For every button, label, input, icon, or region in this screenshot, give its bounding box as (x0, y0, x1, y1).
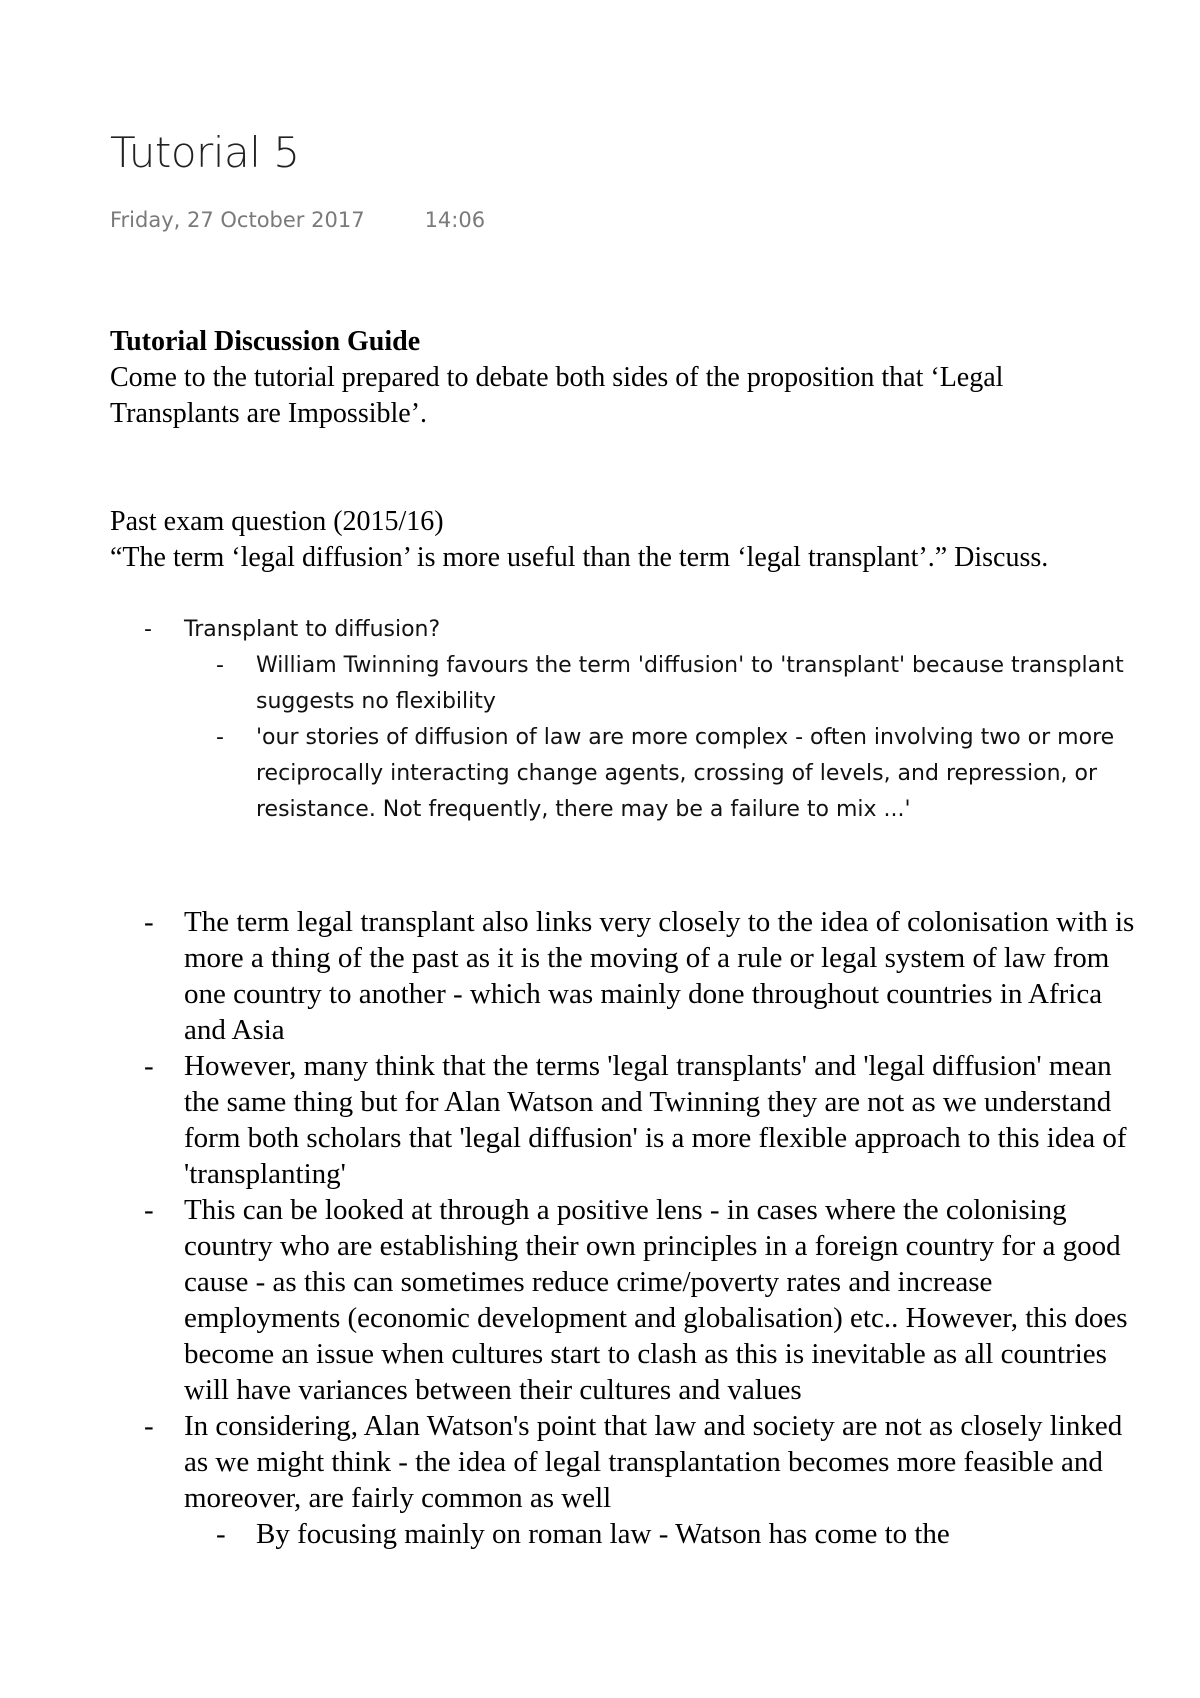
exam-question-label: Past exam question (2015/16) (110, 506, 444, 537)
bullet-dash: - (144, 617, 152, 642)
note-timestamp (110, 208, 485, 232)
list-item (144, 720, 1124, 828)
note-time: 14:06 (424, 208, 486, 232)
list-item (144, 1516, 1144, 1552)
bullet-dash: - (216, 653, 224, 678)
list-item-text: 'our stories of diffusion of law are more complex - often involving two or more reciprocally interacting change agents, crossing of levels, and repression, or resistance. Not frequently, there may be a failure to mix ...' (256, 725, 1115, 822)
list-item (144, 904, 1144, 1048)
discussion-guide (110, 324, 1120, 432)
page-title: Tutorial 5 (110, 128, 300, 177)
guide-text: Come to the tutorial prepared to debate both sides of the proposition that ‘Legal Transplants are Impossible’. (110, 362, 1004, 429)
list-item (144, 1408, 1144, 1516)
bullet-dash: - (216, 1518, 226, 1550)
list-item-text: However, many think that the terms 'legal transplants' and 'legal diffusion' mean the same thing but for Alan Watson and Twinning they are not as we understand form both scholars that 'legal diffusion' is a more flexible approach to this idea of 'transplanting' (184, 1050, 1127, 1190)
list-item-text: William Twinning favours the term 'diffusion' to 'transplant' because transplant suggests no flexibility (256, 653, 1124, 714)
transplant-bullet-list (144, 904, 1144, 1552)
exam-question-text: “The term ‘legal diffusion’ is more useful than the term ‘legal transplant’.” Discuss. (110, 542, 1049, 573)
bullet-dash: - (216, 725, 224, 750)
list-item-text: By focusing mainly on roman law - Watson has come to the (256, 1518, 950, 1550)
list-item (144, 648, 1124, 720)
list-item (144, 1048, 1144, 1192)
diffusion-bullet-list (144, 612, 1124, 828)
past-exam-question (110, 504, 1120, 576)
list-item-text: In considering, Alan Watson's point that law and society are not as closely linked as we might think - the idea of legal transplantation becomes more feasible and moreover, are fairly common as well (184, 1410, 1123, 1514)
list-item-text: This can be looked at through a positive lens - in cases where the colonising country who are establishing their own principles in a foreign country for a good cause - as this can sometimes reduce crime/poverty rates and increase employments (economic development and globalisation) etc.. However, this does become an issue when cultures start to clash as this is inevitable as all countries will have variances between their cultures and values (184, 1194, 1128, 1406)
list-item (144, 612, 1124, 648)
list-item (144, 1192, 1144, 1408)
bullet-dash: - (144, 906, 154, 938)
bullet-dash: - (144, 1050, 154, 1082)
list-item-text: The term legal transplant also links very closely to the idea of colonisation with is more a thing of the past as it is the moving of a rule or legal system of law from one country to another - which was mainly done throughout countries in Africa and Asia (184, 906, 1135, 1046)
note-date: Friday, 27 October 2017 (110, 208, 365, 232)
guide-heading: Tutorial Discussion Guide (110, 326, 421, 357)
bullet-dash: - (144, 1410, 154, 1442)
bullet-dash: - (144, 1194, 154, 1226)
list-item-text: Transplant to diffusion? (184, 617, 441, 642)
